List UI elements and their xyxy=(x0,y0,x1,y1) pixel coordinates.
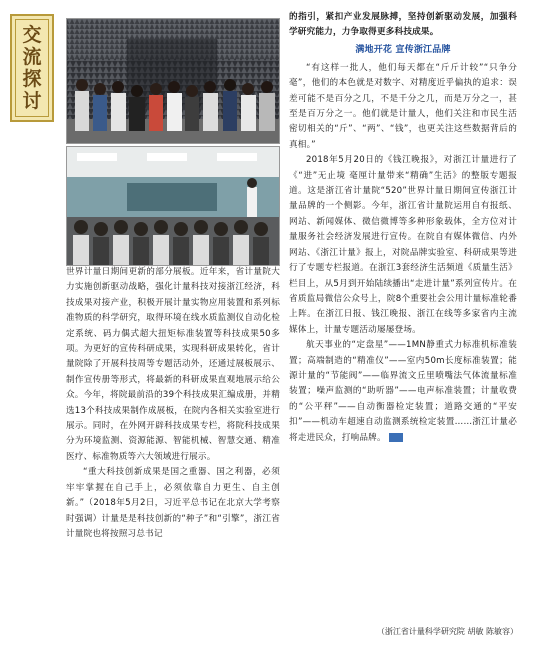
paragraph: “有这样一批人，他们每天都在“斤斤计较”“只争分毫”，他们的本色就是对数字、对精度近乎偏执的追求：误差可能不是百分之几，不是千分之几，而是万分之一，甚至是百万分之一。他们就是计量人，他们关注和市民生活密切相关的“斤”、“两”、“钱”，也更关注这些数据背后的真相。” xyxy=(289,62,517,150)
lecture-room-photo xyxy=(66,146,280,266)
left-column-text xyxy=(66,265,280,542)
paragraph xyxy=(289,338,517,446)
badge-char: 交 xyxy=(22,23,42,46)
paragraph: 世界计量日期间更新的部分展板。近年来，省计量院大力实施创新驱动战略，强化计量科技对接浙江经济，科技成果对接产业，积极开展计量实物应用装置和系列标准物质的科学研究，取得环境在线水质监测仪自动化检定系统、码力偶式超大扭矩标准装置等科技成果50多项。为更好的宣传科研成果，实现科研成果转化，省计量院除了开展科技周等专题活动外，还通过展板展示、制作宣传册等形式，将最新的科研成果直观地展示给公众。今年，将院最前沿的39个科技成果汇编成册，并精选13个科技成果制作成展板，在院内各相关实验室进行展示。同时，在外网开辟科技成果专栏，将院科技成果分为环境监测、资源能源、智能机械、智慧交通、精准医疗、标准物质等六大领域进行展示。 xyxy=(66,267,280,462)
section-badge xyxy=(10,14,54,122)
paragraph: “重大科技创新成果是国之重器、国之利器，必须牢牢掌握在自己手上，必须依靠自力更生、自主创新。”（2018年5月2日，习近平总书记在北京大学考察时强调）计量是是科技创新的“种子”和“引擎”，浙江省计量院也将按照习总书记 xyxy=(66,467,280,539)
paragraph: 2018年5月20日的《钱江晚报》，对浙江计量进行了《“进”无止境 毫厘计量带来“精确”生活》的整版专题报道。这是浙江省计量院“520”世界计量日期间宣传浙江计量品牌的一个侧影。今年，浙江省计量院运用自有报纸、网站、新闻媒体、微信微博等多种形象载体，全方位对计量服务社会经济发展进行宣传。在院自有媒体微信、内外网站、《浙江计量》报上，对院品牌实验室、科研成果等进行了专题专栏报道。在浙江3套经济生活频道《质量生活》栏目上，从5月到开始陆续播出“走进计量”系列宣传片。在省质监局微信公众号上，院8个重要社会公用计量标准轮番上阵。在浙江日报、钱江晚报、浙江在线等多家省内主流媒体上，计量专题活动屡屡登场。 xyxy=(289,155,517,335)
paragraph-continued: 的指引，紧扣产业发展脉搏，坚持创新驱动发展，加强科学研究能力，力争取得更多科技成果。 xyxy=(289,12,517,38)
badge-char: 讨 xyxy=(22,89,42,112)
badge-char: 探 xyxy=(22,67,42,90)
paragraph-text: 航天事业的“定盘星”——1MN静重式力标准机标准装置；高端制造的“精准仪”——室内50m长度标准装置；能源计量的“节能阀”——临界流文丘里喷嘴法气体流量标准装置；噪声监测的“助听器”——电声标准装置；计量收费的“公平秤”——自动衡器检定装置；道路交通的“平安扣”——机动车超速自动监测系统检定装置……浙江计量必将走进民众，打响品牌。 xyxy=(289,340,517,443)
badge-char: 流 xyxy=(22,45,42,68)
anechoic-chamber-photo xyxy=(66,18,280,144)
section-subheading: 满地开花 宣传浙江品牌 xyxy=(355,44,451,55)
article-source: （浙江省计量科学研究院 胡敏 陈敏容） xyxy=(376,627,518,636)
end-mark-icon xyxy=(389,433,403,442)
right-column-text xyxy=(289,10,517,446)
